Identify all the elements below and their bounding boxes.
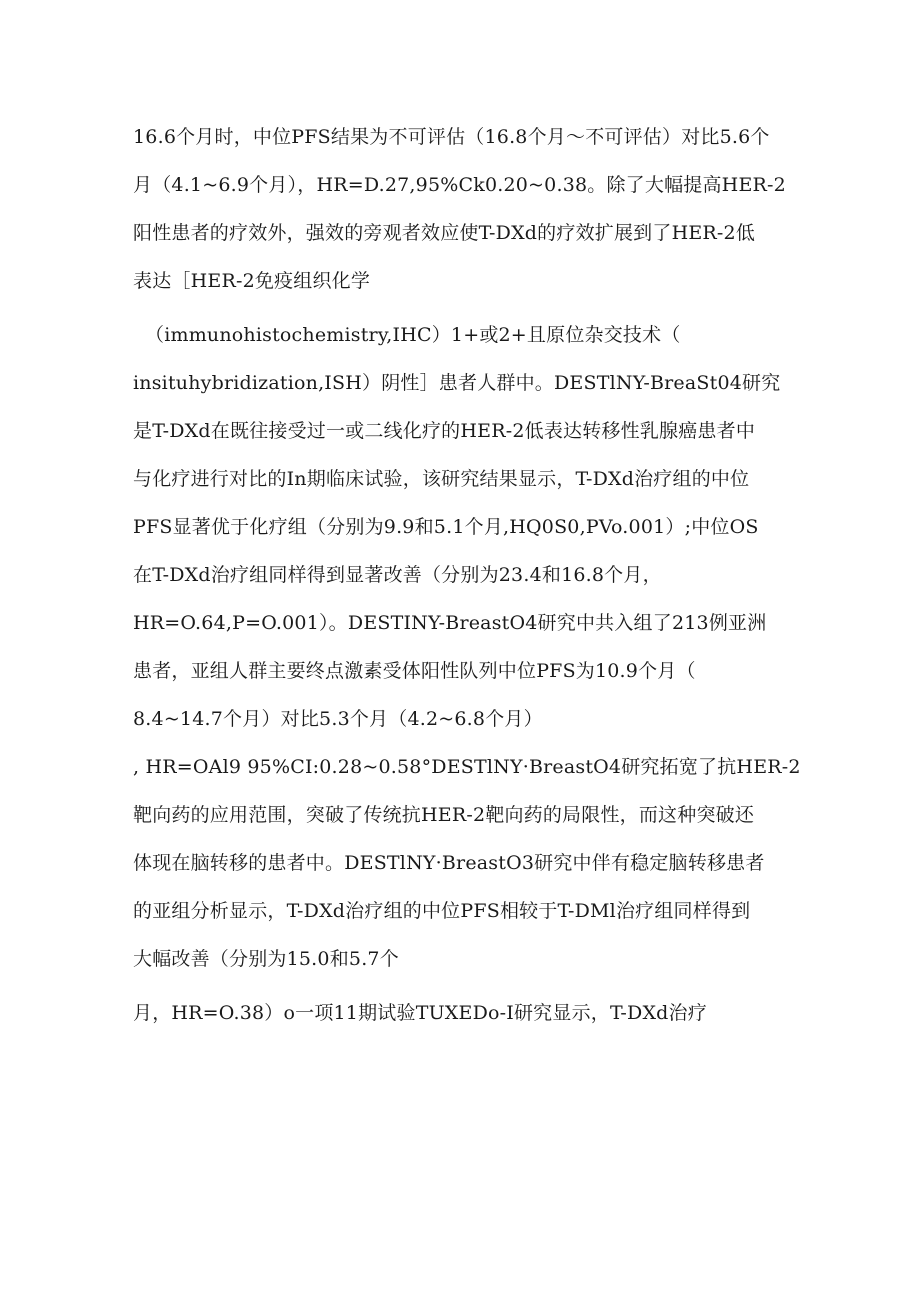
text-line: 月，HR=O.38）o一项11期试验TUXEDo-I研究显示，T-DXd治疗 xyxy=(133,1002,707,1024)
text-line: 16.6个月时，中位PFS结果为不可评估（16.8个月～不可评估）对比5.6个 xyxy=(133,126,770,148)
text-line: insituhybridization,ISH）阴性］患者人群中。DESTlNY-BreaSt04研究 xyxy=(133,372,781,394)
text-line: 体现在脑转移的患者中。DESTlNY·BreastO3研究中伴有稳定脑转移患者 xyxy=(133,852,765,874)
text-line: PFS显著优于化疗组（分别为9.9和5.1个月,HQ0S0,PVo.001）;中位OS xyxy=(133,516,759,538)
text-line: 表达［HER-2免疫组织化学 xyxy=(133,270,371,292)
text-line: 月（4.1~6.9个月），HR=D.27,95%Ck0.20~0.38。除了大幅提高HER-2 xyxy=(133,174,786,196)
body-text xyxy=(133,118,813,1042)
text-line: 患者，亚组人群主要终点激素受体阳性队列中位PFS为10.9个月（ xyxy=(133,660,696,682)
text-line: 靶向药的应用范围，突破了传统抗HER-2靶向药的局限性，而这种突破还 xyxy=(133,804,755,826)
text-line: （immunohistochemistry,IHC）1+或2+且原位杂交技术（ xyxy=(145,324,681,346)
text-line: 阳性患者的疗效外，强效的旁观者效应使T-DXd的疗效扩展到了HER-2低 xyxy=(133,222,756,244)
text-line: 8.4~14.7个月）对比5.3个月（4.2~6.8个月） xyxy=(133,708,543,730)
text-line: 是T-DXd在既往接受过一或二线化疗的HER-2低表达转移性乳腺癌患者中 xyxy=(133,420,756,442)
text-line: , HR=OAl9 95%CI:0.28~0.58°DESTlNY·BreastO4研究拓宽了抗HER-2 xyxy=(133,756,801,778)
text-line: 的亚组分析显示，T-DXd治疗组的中位PFS相较于T-DMl治疗组同样得到 xyxy=(133,900,751,922)
text-line: HR=O.64,P=O.001）。DESTINY-BreastO4研究中共入组了213例亚洲 xyxy=(133,612,767,634)
text-line: 与化疗进行对比的In期临床试验，该研究结果显示，T-DXd治疗组的中位 xyxy=(133,468,750,490)
text-line: 大幅改善（分别为15.0和5.7个 xyxy=(133,948,399,970)
text-line: 在T-DXd治疗组同样得到显著改善（分别为23.4和16.8个月， xyxy=(133,564,662,586)
